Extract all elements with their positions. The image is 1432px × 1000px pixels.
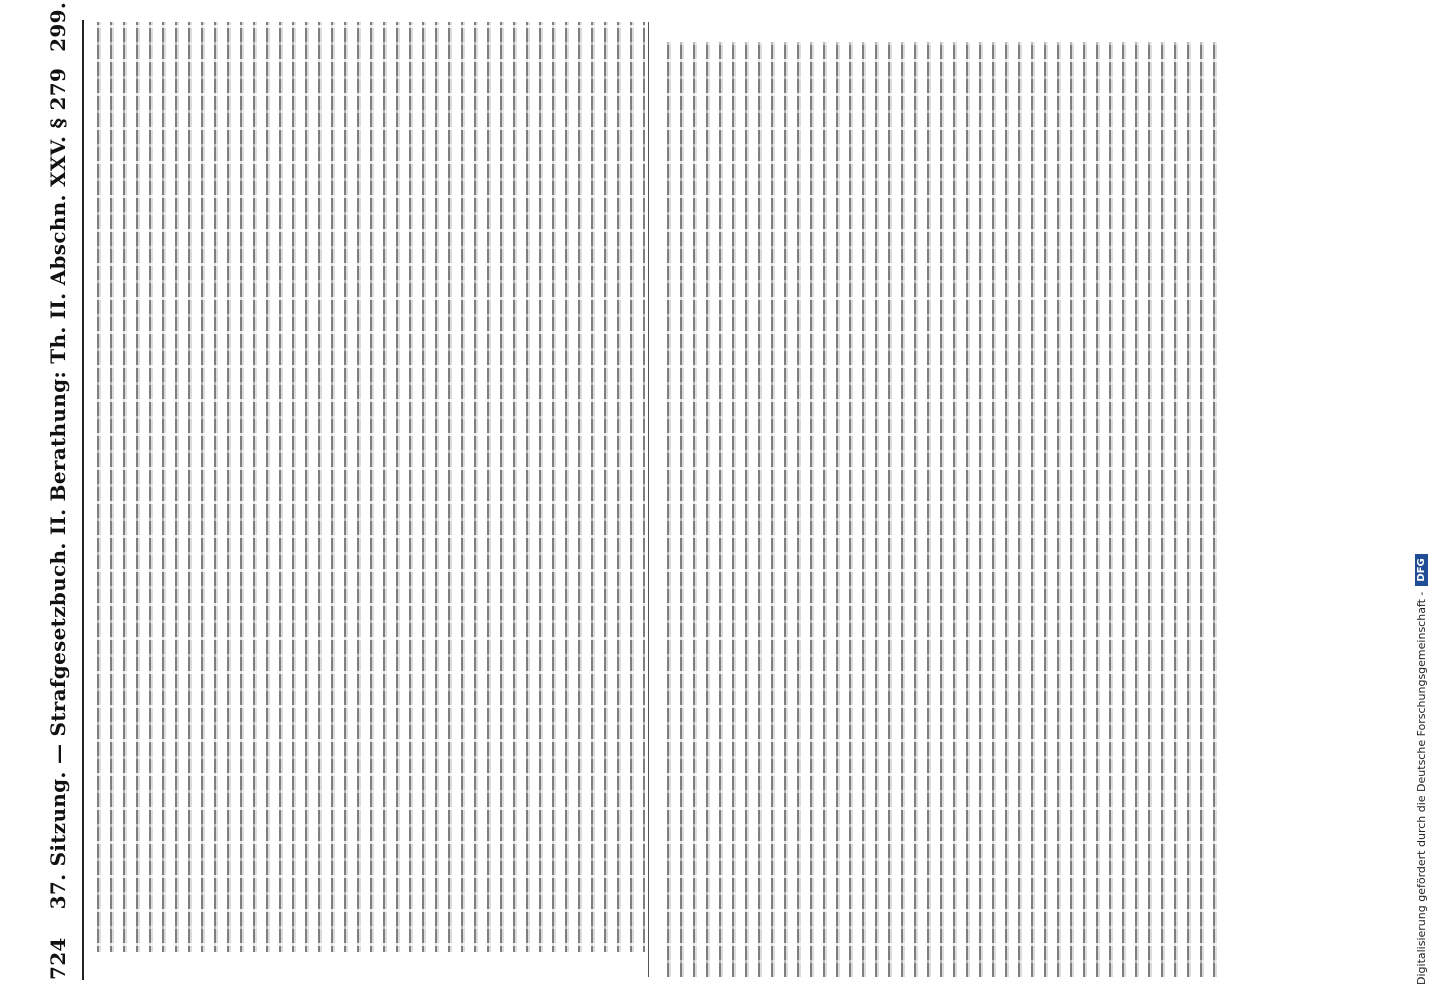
- text-lines-right: [660, 22, 1220, 977]
- dfg-logo: DFG: [1415, 554, 1428, 585]
- text-column-left: [90, 22, 645, 977]
- header-rule: [82, 20, 84, 980]
- text-lines-left: [90, 22, 645, 977]
- credit-text: Digitalisierung gefördert durch die Deutsche Forschungsgemeinschaft -: [1414, 591, 1428, 985]
- column-divider: [648, 22, 649, 977]
- digitization-credit: [1412, 25, 1430, 985]
- page-number-left: 724: [46, 937, 70, 980]
- running-header: [40, 1, 76, 980]
- text-column-right: [660, 22, 1220, 977]
- page-number-right: 299.: [46, 1, 70, 52]
- running-title: 37. Sitzung. — Strafgesetzbuch. II. Berathung: Th. II. Abschn. XXV. § 279: [46, 67, 70, 910]
